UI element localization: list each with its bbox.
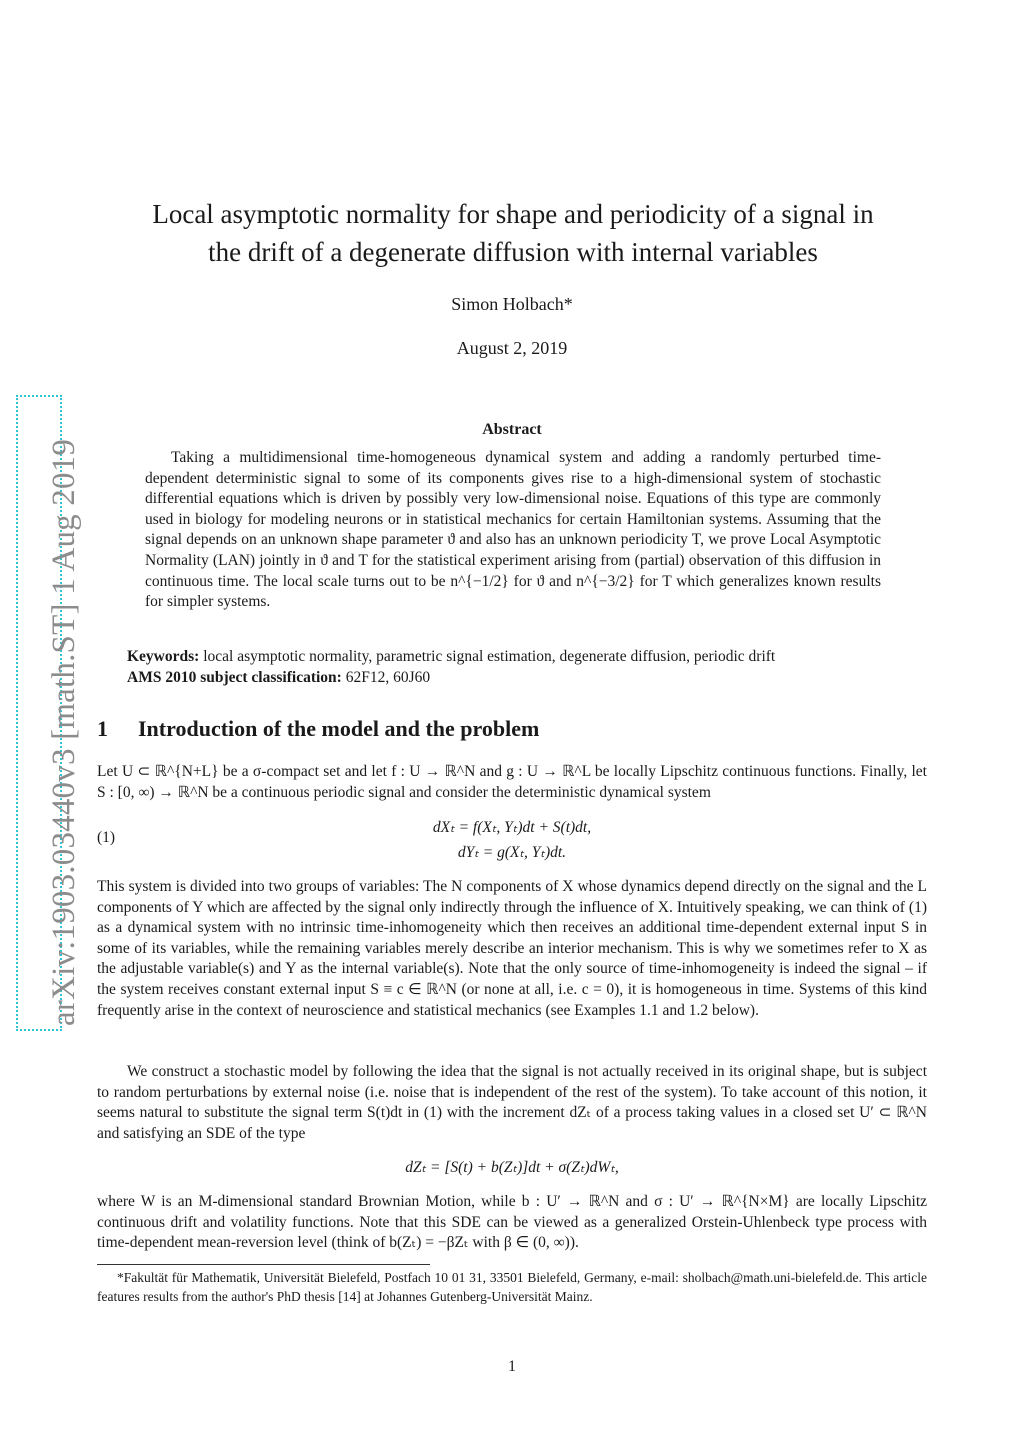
paper-title: [90, 195, 936, 271]
keywords-label: Keywords:: [127, 648, 200, 665]
abstract-text: Taking a multidimensional time-homogeneous dynamical system and adding a randomly perturbed time-dependent deterministic signal to some of its components gives rise to a high-dimensional system of stochastic differential equations which is driven by possibly very low-dimensional noise. Equations of this type are commonly used in biology for modeling neurons or in statistical mechanics for certain Hamiltonian systems. Assuming that the signal depends on an unknown shape parameter ϑ and also has an unknown periodicity T, we prove Local Asymptotic Normality (LAN) jointly in ϑ and T for the statistical experiment arising from (partial) observation of this diffusion in continuous time. The local scale turns out to be n^{−1/2} for ϑ and n^{−3/2} for T which generalizes known results for simpler systems.: [145, 449, 881, 611]
footnote-rule: [97, 1264, 430, 1265]
page-number: 1: [508, 1358, 516, 1375]
equation-1-number: (1): [97, 829, 116, 846]
paragraph-3: We construct a stochastic model by following the idea that the signal is not actually received in its original shape, but is subject to random perturbations by external noise (i.e. noise that is independent of the rest of the system). To take account of this notion, it seems natural to substitute the signal term S(t)dt in (1) with the increment dZₜ of a process taking values in a closed set U′ ⊂ ℝ^N and satisfying an SDE of the type: [97, 1063, 927, 1142]
date: August 2, 2019: [456, 338, 568, 358]
keywords-line: [127, 648, 947, 666]
paragraph-1: Let U ⊂ ℝ^{N+L} be a σ-compact set and let f : U → ℝ^N and g : U → ℝ^L be locally Lipschitz continuous functions. Finally, let S : [0, ∞) → ℝ^N be a continuous periodic signal and consider the deterministic dynamical system: [97, 763, 927, 801]
section-number: 1: [97, 716, 108, 741]
title-line-1: Local asymptotic normality for shape and periodicity of a signal in: [152, 199, 874, 229]
paragraph-2: This system is divided into two groups of variables: The N components of X whose dynamics depend directly on the signal and the L components of Y which are affected by the signal only indirectly through the influence of X. Intuitively speaking, we can think of (1) as a dynamical system with no intrinsic time-inhomogeneity which then receives an additional time-dependent external input S in some of its variables, while the remaining variables merely describe an interior mechanism. This is why we sometimes refer to X as the adjustable variable(s) and Y as the internal variable(s). Note that the only source of time-inhomogeneity is indeed the signal – if the system receives constant external input S ≡ c ∈ ℝ^N (or none at all, i.e. c = 0), it is homogeneous in time. Systems of this kind frequently arise in the context of neuroscience and statistical mechanics (see Examples 1.1 and 1.2 below).: [97, 878, 927, 1019]
footnote: *Fakultät für Mathematik, Universität Bielefeld, Postfach 10 01 31, 33501 Bielefeld, Germany, e-mail: sholbach@math.uni-bielefeld.de. This article features results from the author's PhD thesis [14] at Johannes Gutenberg-Universität Mainz.: [97, 1270, 927, 1304]
arxiv-identifier[interactable]: arXiv:1903.03440v3 [math.ST] 1 Aug 2019: [46, 438, 82, 1026]
section-heading: [97, 716, 539, 742]
section-title: Introduction of the model and the problem: [138, 716, 540, 741]
ams-line: [127, 669, 947, 687]
title-line-2: the drift of a degenerate diffusion with internal variables: [208, 237, 818, 267]
equation-1-line-2: dYₜ = g(Xₜ, Yₜ)dt.: [457, 844, 567, 861]
keywords: local asymptotic normality, parametric signal estimation, degenerate diffusion, periodic drift: [203, 648, 776, 665]
paragraph-4: where W is an M-dimensional standard Brownian Motion, while b : U′ → ℝ^N and σ : U′ → ℝ^{N×M} are locally Lipschitz continuous drift and volatility functions. Note that this SDE can be viewed as a generalized Orstein-Uhlenbeck type process with time-dependent mean-reversion level (think of b(Zₜ) = −βZₜ with β ∈ (0, ∞)).: [97, 1193, 927, 1252]
ams-classification: 62F12, 60J60: [345, 669, 431, 686]
ams-label: AMS 2010 subject classification:: [127, 669, 342, 686]
abstract-heading: Abstract: [482, 421, 542, 438]
author: Simon Holbach*: [451, 294, 573, 314]
equation-2: dZₜ = [S(t) + b(Zₜ)]dt + σ(Zₜ)dWₜ,: [405, 1159, 619, 1176]
equation-1-line-1: dXₜ = f(Xₜ, Yₜ)dt + S(t)dt,: [432, 819, 592, 836]
